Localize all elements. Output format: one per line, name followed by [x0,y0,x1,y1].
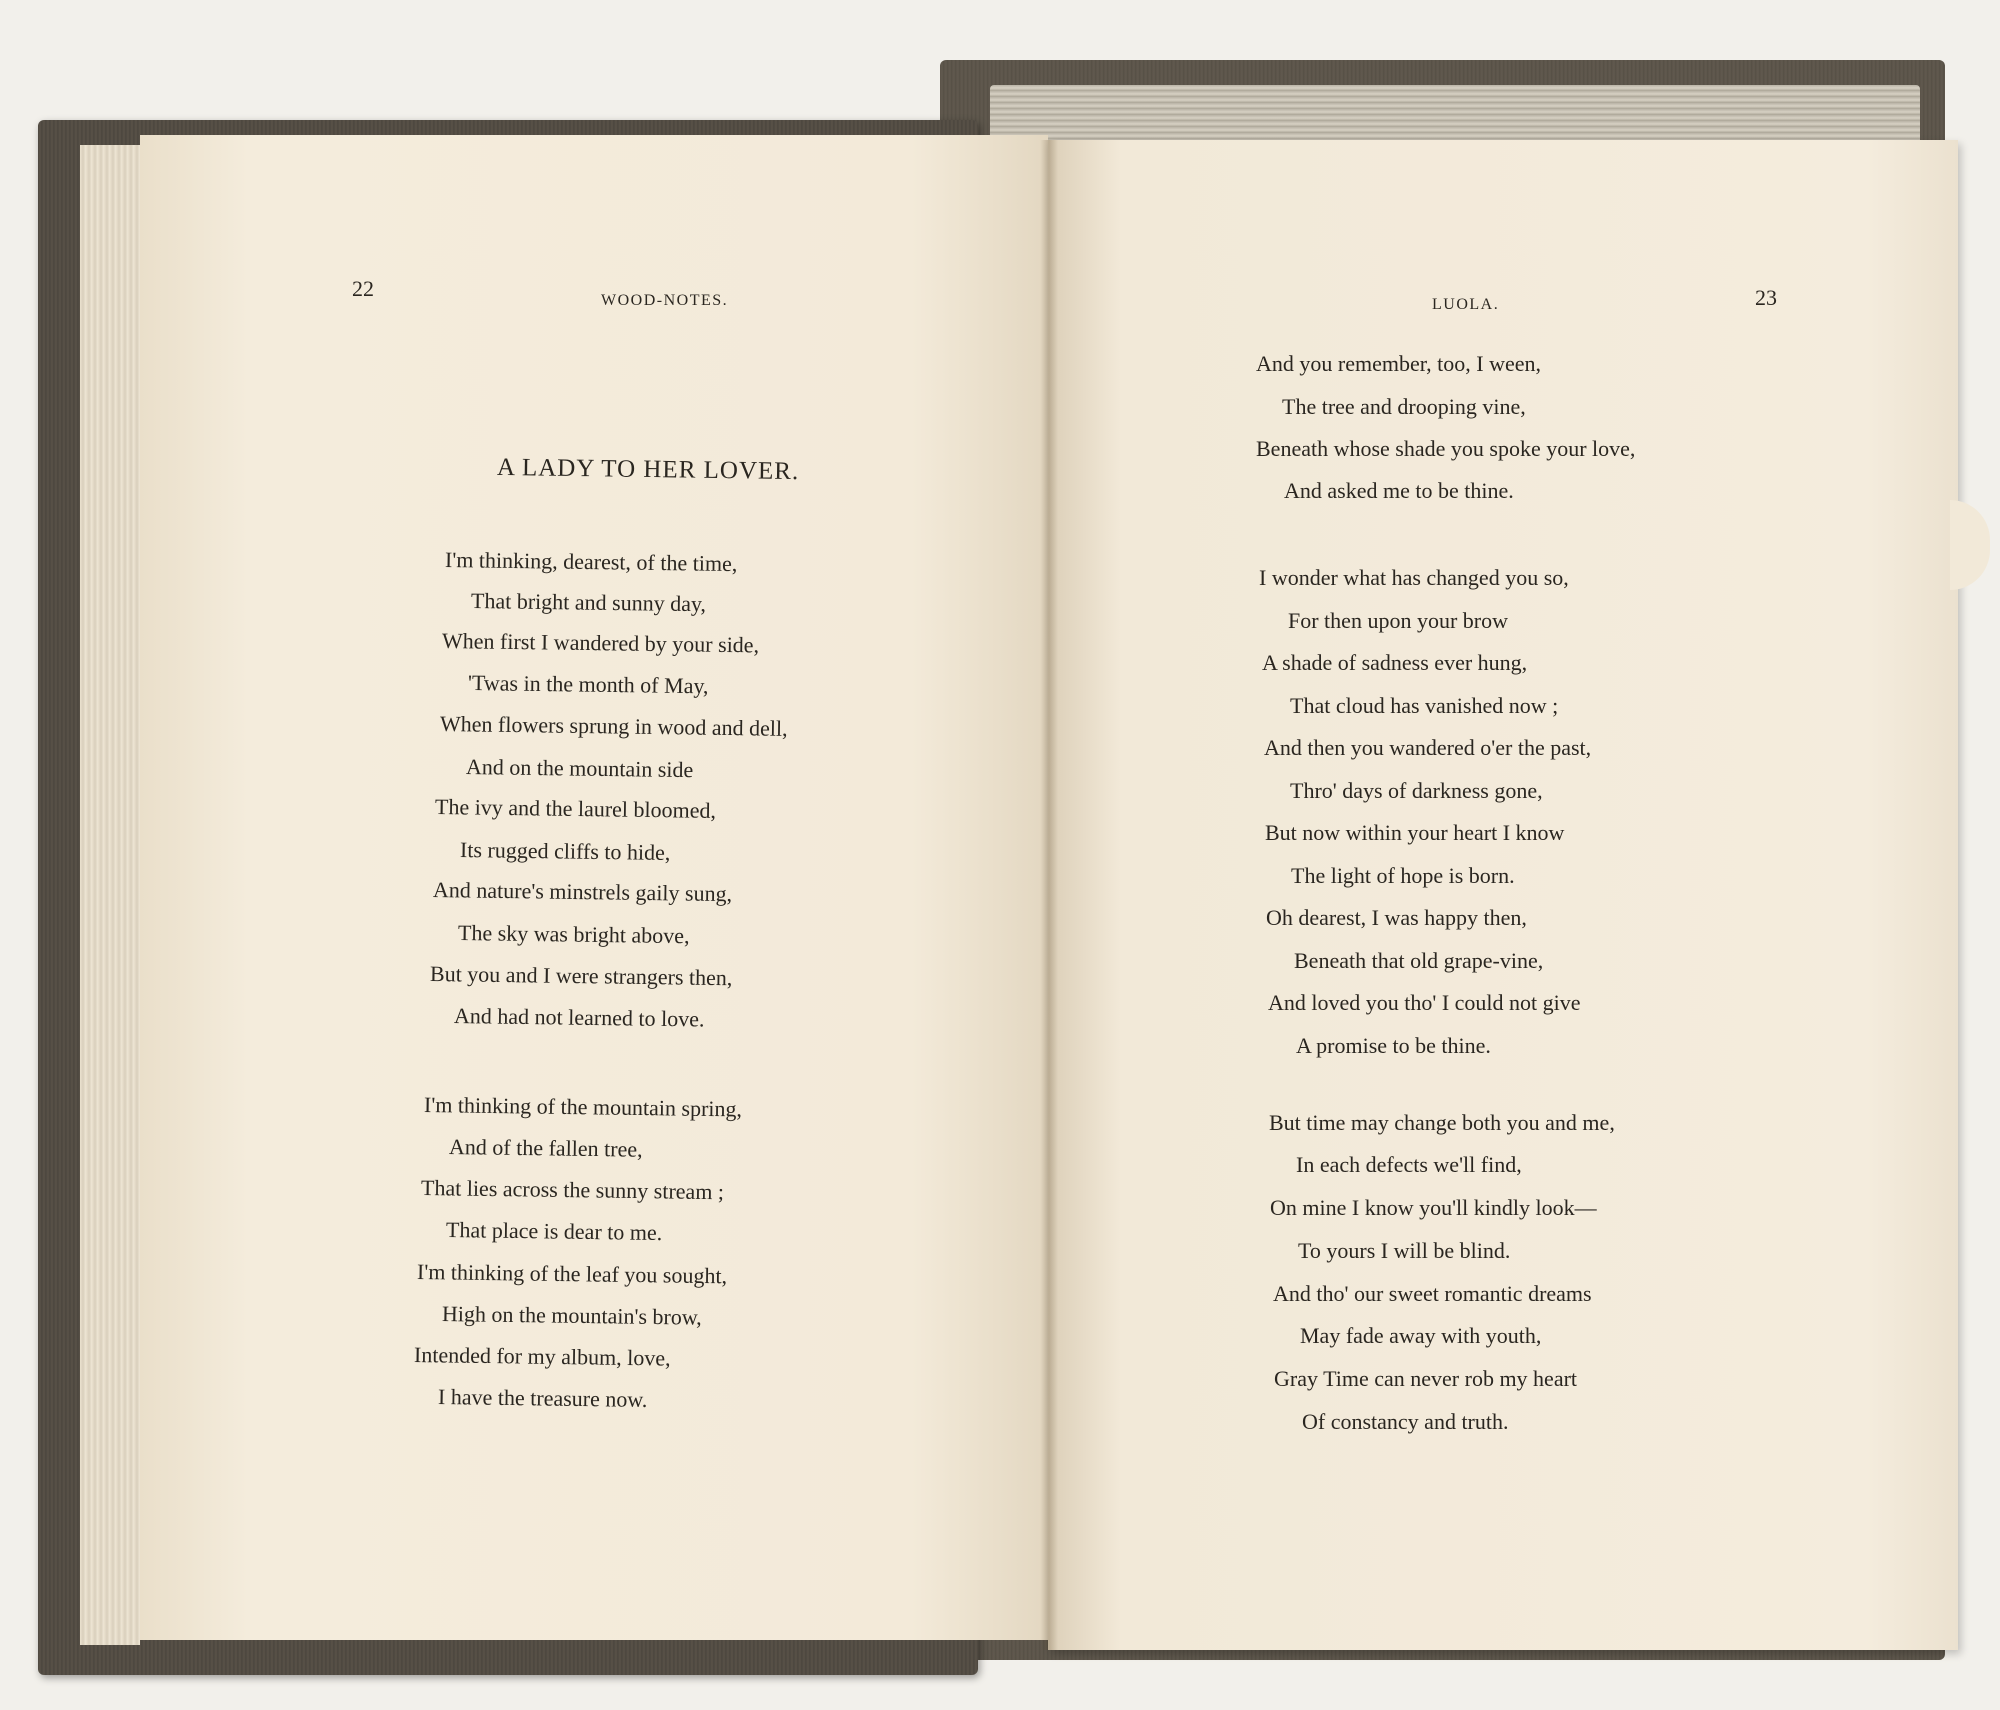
right-page-number: 23 [1755,285,1777,310]
poem-line: To yours I will be blind. [1298,1238,1511,1263]
poem-line: That lies across the sunny stream ; [420,1175,725,1205]
poem-line: Oh dearest, I was happy then, [1266,905,1527,930]
left-page-number: 22 [352,276,374,301]
poem-line: I'm thinking of the mountain spring, [423,1092,743,1122]
poem-line: The ivy and the laurel bloomed, [434,794,717,823]
poem-line: That cloud has vanished now ; [1290,693,1559,718]
poem-line: And nature's minstrels gaily sung, [432,877,733,907]
poem-line: For then upon your brow [1288,608,1508,633]
poem-line: The light of hope is born. [1291,863,1515,888]
poem-line: In each defects we'll find, [1296,1152,1522,1177]
book-gutter [1040,140,1058,1650]
poem-title: A LADY TO HER LOVER. [496,453,800,486]
poem-line: On mine I know you'll kindly look— [1270,1195,1597,1220]
poem-line: May fade away with youth, [1300,1323,1542,1348]
poem-line: Beneath whose shade you spoke your love, [1256,436,1636,461]
poem-line: A promise to be thine. [1296,1033,1491,1058]
poem-line: The sky was bright above, [457,920,690,949]
poem-line: I have the treasure now. [437,1384,648,1412]
poem-line: High on the mountain's brow, [441,1301,702,1330]
poem-line: But you and I were strangers then, [429,961,733,991]
poem-line: Gray Time can never rob my heart [1274,1366,1578,1391]
poem-line: But now within your heart I know [1265,820,1565,845]
poem-line: I'm thinking, dearest, of the time, [444,547,738,577]
poem-line: And then you wandered o'er the past, [1264,735,1592,760]
poem-line: That place is dear to me. [445,1217,663,1246]
poem-line: That bright and sunny day, [470,588,707,617]
poem-line: But time may change both you and me, [1269,1110,1615,1135]
poem-line: A shade of sadness ever hung, [1262,650,1528,675]
poem-line: And had not learned to love. [453,1003,705,1032]
poem-line: Its rugged cliffs to hide, [459,837,671,865]
poem-line: And of the fallen tree, [448,1134,643,1162]
poem-line: And loved you tho' I could not give [1268,990,1581,1015]
poem-line: I'm thinking of the leaf you sought, [416,1259,728,1289]
poem-line: 'Twas in the month of May, [467,670,709,699]
poem-line: And you remember, too, I ween, [1256,351,1542,376]
poem-line: Beneath that old grape-vine, [1294,948,1544,973]
poem-line: When flowers sprung in wood and dell, [439,711,788,741]
poem-line: I wonder what has changed you so, [1259,565,1569,590]
poem-line: The tree and drooping vine, [1282,394,1526,419]
right-running-head: LUOLA. [1432,296,1500,313]
left-running-head: WOOD-NOTES. [601,292,729,309]
poem-line: And on the mountain side [465,754,694,783]
poem-line: Of constancy and truth. [1302,1409,1509,1434]
page-tear [1950,500,1990,590]
poem-line: When first I wandered by your side, [441,628,760,658]
poem-line: Thro' days of darkness gone, [1290,778,1543,803]
page-edges [80,145,140,1645]
poem-line: Intended for my album, love, [413,1342,671,1371]
poem-line: And asked me to be thine. [1284,478,1514,503]
poem-line: And tho' our sweet romantic dreams [1273,1281,1592,1306]
